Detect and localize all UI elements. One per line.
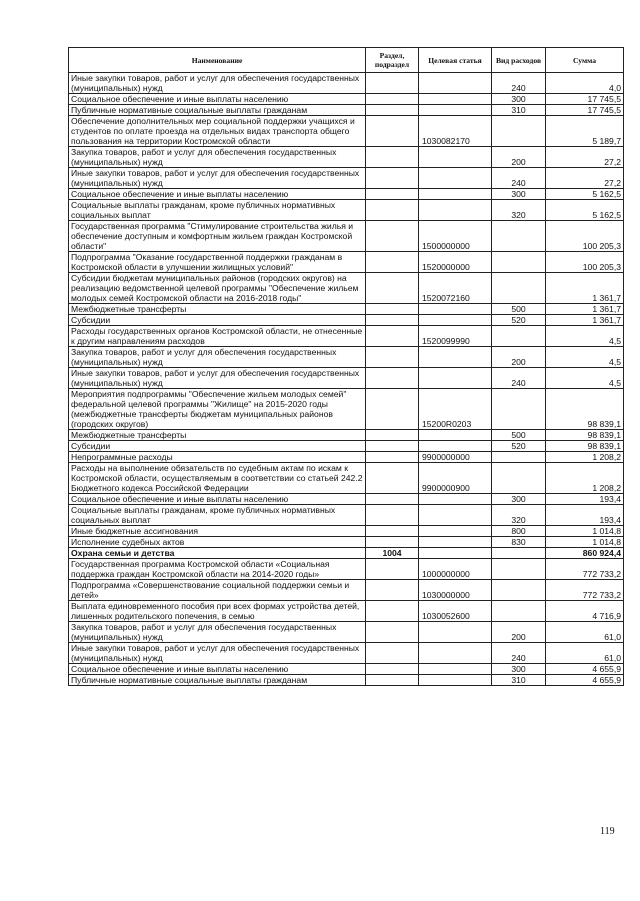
- cell-name: Исполнение судебных актов: [69, 537, 366, 548]
- cell-summa: 860 924,4: [546, 548, 624, 559]
- page-number: 119: [600, 826, 615, 837]
- header-razdel: Раздел, подраздел: [366, 48, 419, 73]
- cell-vid: 300: [492, 94, 546, 105]
- cell-summa: 4,5: [546, 368, 624, 389]
- cell-vid: 800: [492, 526, 546, 537]
- cell-celevaya: [419, 73, 492, 94]
- cell-summa: 1 208,2: [546, 452, 624, 463]
- cell-vid: 300: [492, 494, 546, 505]
- cell-vid: [492, 601, 546, 622]
- cell-celevaya: [419, 505, 492, 526]
- header-vid: Вид расходов: [492, 48, 546, 73]
- cell-celevaya: 1520099990: [419, 326, 492, 347]
- cell-summa: 61,0: [546, 622, 624, 643]
- cell-celevaya: [419, 526, 492, 537]
- cell-summa: 27,2: [546, 147, 624, 168]
- cell-summa: 17 745,5: [546, 94, 624, 105]
- cell-celevaya: [419, 200, 492, 221]
- cell-vid: 240: [492, 168, 546, 189]
- cell-summa: 5 189,7: [546, 116, 624, 147]
- cell-name: Публичные нормативные социальные выплаты гражданам: [69, 675, 366, 686]
- table-row: [69, 463, 624, 494]
- cell-celevaya: [419, 537, 492, 548]
- cell-vid: 320: [492, 200, 546, 221]
- cell-celevaya: 1000000000: [419, 559, 492, 580]
- cell-vid: [492, 389, 546, 430]
- cell-razdel: [366, 326, 419, 347]
- cell-name: Социальное обеспечение и иные выплаты населению: [69, 189, 366, 200]
- table-row: [69, 105, 624, 116]
- cell-name: Охрана семьи и детства: [69, 548, 366, 559]
- cell-summa: 4 655,9: [546, 675, 624, 686]
- table-row: [69, 147, 624, 168]
- cell-summa: 4 655,9: [546, 664, 624, 675]
- cell-name: Иные закупки товаров, работ и услуг для обеспечения государственных (муниципальных) нужд: [69, 168, 366, 189]
- table-row: [69, 315, 624, 326]
- cell-vid: 320: [492, 505, 546, 526]
- cell-name: Социальное обеспечение и иные выплаты населению: [69, 94, 366, 105]
- cell-celevaya: 9900000900: [419, 463, 492, 494]
- cell-summa: 772 733,2: [546, 559, 624, 580]
- cell-vid: 200: [492, 147, 546, 168]
- cell-razdel: [366, 116, 419, 147]
- cell-celevaya: 1030082170: [419, 116, 492, 147]
- cell-vid: [492, 221, 546, 252]
- cell-vid: [492, 326, 546, 347]
- table-row: [69, 273, 624, 304]
- cell-name: Иные закупки товаров, работ и услуг для обеспечения государственных (муниципальных) нужд: [69, 73, 366, 94]
- cell-vid: 200: [492, 622, 546, 643]
- table-row: [69, 505, 624, 526]
- cell-summa: 4 716,9: [546, 601, 624, 622]
- header-name: Наименование: [69, 48, 366, 73]
- cell-celevaya: 1520000000: [419, 252, 492, 273]
- cell-celevaya: [419, 315, 492, 326]
- cell-celevaya: [419, 494, 492, 505]
- cell-celevaya: [419, 675, 492, 686]
- cell-razdel: [366, 273, 419, 304]
- cell-razdel: [366, 200, 419, 221]
- cell-celevaya: [419, 664, 492, 675]
- cell-summa: 4,5: [546, 326, 624, 347]
- table-row: [69, 664, 624, 675]
- table-row: [69, 73, 624, 94]
- cell-celevaya: [419, 168, 492, 189]
- cell-vid: 830: [492, 537, 546, 548]
- cell-summa: 61,0: [546, 643, 624, 664]
- cell-razdel: [366, 147, 419, 168]
- cell-vid: 240: [492, 73, 546, 94]
- budget-table: [68, 47, 624, 686]
- table-row: [69, 221, 624, 252]
- table-row: [69, 526, 624, 537]
- cell-razdel: [366, 389, 419, 430]
- cell-summa: 98 839,1: [546, 430, 624, 441]
- cell-razdel: [366, 189, 419, 200]
- cell-vid: [492, 548, 546, 559]
- cell-vid: 310: [492, 675, 546, 686]
- table-row: [69, 548, 624, 559]
- cell-vid: 300: [492, 664, 546, 675]
- cell-vid: 300: [492, 189, 546, 200]
- table-row: [69, 622, 624, 643]
- cell-name: Закупка товаров, работ и услуг для обеспечения государственных (муниципальных) нужд: [69, 622, 366, 643]
- cell-razdel: [366, 368, 419, 389]
- cell-summa: 772 733,2: [546, 580, 624, 601]
- cell-celevaya: [419, 441, 492, 452]
- cell-name: Иные бюджетные ассигнования: [69, 526, 366, 537]
- table-row: [69, 537, 624, 548]
- table-row: [69, 347, 624, 368]
- cell-name: Подпрограмма «Совершенствование социальной поддержки семьи и детей»: [69, 580, 366, 601]
- cell-razdel: [366, 252, 419, 273]
- cell-celevaya: [419, 368, 492, 389]
- table-row: [69, 675, 624, 686]
- cell-name: Закупка товаров, работ и услуг для обеспечения государственных (муниципальных) нужд: [69, 147, 366, 168]
- cell-vid: 200: [492, 347, 546, 368]
- cell-name: Социальные выплаты гражданам, кроме публичных нормативных социальных выплат: [69, 505, 366, 526]
- cell-name: Межбюджетные трансферты: [69, 430, 366, 441]
- cell-celevaya: [419, 548, 492, 559]
- table-row: [69, 559, 624, 580]
- cell-vid: 240: [492, 643, 546, 664]
- cell-name: Государственная программа Костромской области «Социальная поддержка граждан Костромской области на 2014-2020 годы»: [69, 559, 366, 580]
- cell-name: Непрограммные расходы: [69, 452, 366, 463]
- cell-razdel: [366, 463, 419, 494]
- table-row: [69, 494, 624, 505]
- cell-name: Субсидии: [69, 441, 366, 452]
- cell-vid: [492, 559, 546, 580]
- cell-name: Расходы на выполнение обязательств по судебным актам по искам к Костромской области, осуществляемым в соответствии со статьей 242.2 Бюджетного кодекса Российской Федерации: [69, 463, 366, 494]
- table-row: [69, 116, 624, 147]
- cell-summa: 27,2: [546, 168, 624, 189]
- table-row: [69, 441, 624, 452]
- cell-summa: 98 839,1: [546, 389, 624, 430]
- cell-celevaya: [419, 643, 492, 664]
- table-body: [69, 73, 624, 686]
- cell-summa: 193,4: [546, 494, 624, 505]
- cell-razdel: 1004: [366, 548, 419, 559]
- table-row: [69, 94, 624, 105]
- table-row: [69, 643, 624, 664]
- cell-razdel: [366, 622, 419, 643]
- table-row: [69, 368, 624, 389]
- table-header-row: [69, 48, 624, 73]
- cell-vid: 520: [492, 315, 546, 326]
- cell-name: Расходы государственных органов Костромской области, не отнесенные к другим направлениям расходов: [69, 326, 366, 347]
- cell-celevaya: [419, 430, 492, 441]
- cell-celevaya: 9900000000: [419, 452, 492, 463]
- cell-celevaya: 1030052600: [419, 601, 492, 622]
- cell-name: Мероприятия подпрограммы "Обеспечение жильем молодых семей" федеральной целевой программы "Жилище" на 2015-2020 годы (межбюджетные трансферты бюджетам муниципальных районов (городских округов): [69, 389, 366, 430]
- cell-name: Обеспечение дополнительных мер социальной поддержки учащихся и студентов по оплате проезда на отдельных видах транспорта общего пользования на территории Костромской области: [69, 116, 366, 147]
- cell-summa: 4,5: [546, 347, 624, 368]
- table-row: [69, 452, 624, 463]
- cell-summa: 1 014,8: [546, 526, 624, 537]
- cell-name: Субсидии бюджетам муниципальных районов (городских округов) на реализацию ведомственной целевой программы "Обеспечение жильем молодых семей Костромской области на 2016-2018 годы": [69, 273, 366, 304]
- cell-razdel: [366, 452, 419, 463]
- cell-vid: 500: [492, 304, 546, 315]
- cell-summa: 100 205,3: [546, 252, 624, 273]
- cell-celevaya: [419, 105, 492, 116]
- cell-razdel: [366, 526, 419, 537]
- cell-name: Государственная программа "Стимулирование строительства жилья и обеспечение доступным и комфортным жильем граждан Костромской области": [69, 221, 366, 252]
- cell-razdel: [366, 559, 419, 580]
- table-row: [69, 252, 624, 273]
- cell-razdel: [366, 430, 419, 441]
- cell-name: Подпрограмма "Оказание государственной поддержки гражданам в Костромской области в улучшении жилищных условий": [69, 252, 366, 273]
- cell-name: Закупка товаров, работ и услуг для обеспечения государственных (муниципальных) нужд: [69, 347, 366, 368]
- cell-vid: [492, 463, 546, 494]
- cell-celevaya: 1500000000: [419, 221, 492, 252]
- cell-name: Социальное обеспечение и иные выплаты населению: [69, 664, 366, 675]
- cell-razdel: [366, 221, 419, 252]
- cell-name: Публичные нормативные социальные выплаты гражданам: [69, 105, 366, 116]
- cell-razdel: [366, 675, 419, 686]
- table-row: [69, 304, 624, 315]
- cell-razdel: [366, 168, 419, 189]
- cell-vid: [492, 580, 546, 601]
- cell-razdel: [366, 505, 419, 526]
- cell-summa: 1 208,2: [546, 463, 624, 494]
- cell-summa: 5 162,5: [546, 189, 624, 200]
- cell-summa: 98 839,1: [546, 441, 624, 452]
- table-row: [69, 601, 624, 622]
- table-row: [69, 200, 624, 221]
- cell-razdel: [366, 105, 419, 116]
- cell-razdel: [366, 94, 419, 105]
- cell-celevaya: [419, 622, 492, 643]
- table-row: [69, 430, 624, 441]
- cell-razdel: [366, 537, 419, 548]
- cell-vid: 310: [492, 105, 546, 116]
- cell-summa: 4,0: [546, 73, 624, 94]
- header-summa: Сумма: [546, 48, 624, 73]
- cell-celevaya: [419, 304, 492, 315]
- cell-name: Социальное обеспечение и иные выплаты населению: [69, 494, 366, 505]
- cell-celevaya: [419, 147, 492, 168]
- cell-name: Иные закупки товаров, работ и услуг для обеспечения государственных (муниципальных) нужд: [69, 643, 366, 664]
- cell-summa: 1 014,8: [546, 537, 624, 548]
- cell-vid: 500: [492, 430, 546, 441]
- cell-celevaya: [419, 189, 492, 200]
- cell-razdel: [366, 580, 419, 601]
- cell-vid: 240: [492, 368, 546, 389]
- cell-summa: 5 162,5: [546, 200, 624, 221]
- cell-vid: [492, 452, 546, 463]
- cell-celevaya: 1520072160: [419, 273, 492, 304]
- cell-vid: [492, 252, 546, 273]
- cell-razdel: [366, 304, 419, 315]
- cell-razdel: [366, 664, 419, 675]
- cell-razdel: [366, 73, 419, 94]
- table-row: [69, 580, 624, 601]
- cell-summa: 193,4: [546, 505, 624, 526]
- cell-name: Межбюджетные трансферты: [69, 304, 366, 315]
- cell-celevaya: [419, 347, 492, 368]
- table-row: [69, 189, 624, 200]
- header-celevaya: Целевая статья: [419, 48, 492, 73]
- cell-razdel: [366, 494, 419, 505]
- cell-name: Субсидии: [69, 315, 366, 326]
- cell-name: Иные закупки товаров, работ и услуг для обеспечения государственных (муниципальных) нужд: [69, 368, 366, 389]
- cell-summa: 1 361,7: [546, 315, 624, 326]
- cell-name: Социальные выплаты гражданам, кроме публичных нормативных социальных выплат: [69, 200, 366, 221]
- cell-summa: 1 361,7: [546, 304, 624, 315]
- cell-name: Выплата единовременного пособия при всех формах устройства детей, лишенных родительского попечения, в семью: [69, 601, 366, 622]
- cell-vid: [492, 273, 546, 304]
- cell-vid: [492, 116, 546, 147]
- cell-razdel: [366, 347, 419, 368]
- cell-celevaya: 15200R0203: [419, 389, 492, 430]
- cell-celevaya: 1030000000: [419, 580, 492, 601]
- cell-celevaya: [419, 94, 492, 105]
- budget-table-sheet: [68, 47, 623, 686]
- cell-razdel: [366, 601, 419, 622]
- table-row: [69, 326, 624, 347]
- cell-summa: 17 745,5: [546, 105, 624, 116]
- cell-summa: 100 205,3: [546, 221, 624, 252]
- cell-vid: 520: [492, 441, 546, 452]
- cell-razdel: [366, 315, 419, 326]
- cell-summa: 1 361,7: [546, 273, 624, 304]
- cell-razdel: [366, 441, 419, 452]
- table-row: [69, 168, 624, 189]
- table-row: [69, 389, 624, 430]
- cell-razdel: [366, 643, 419, 664]
